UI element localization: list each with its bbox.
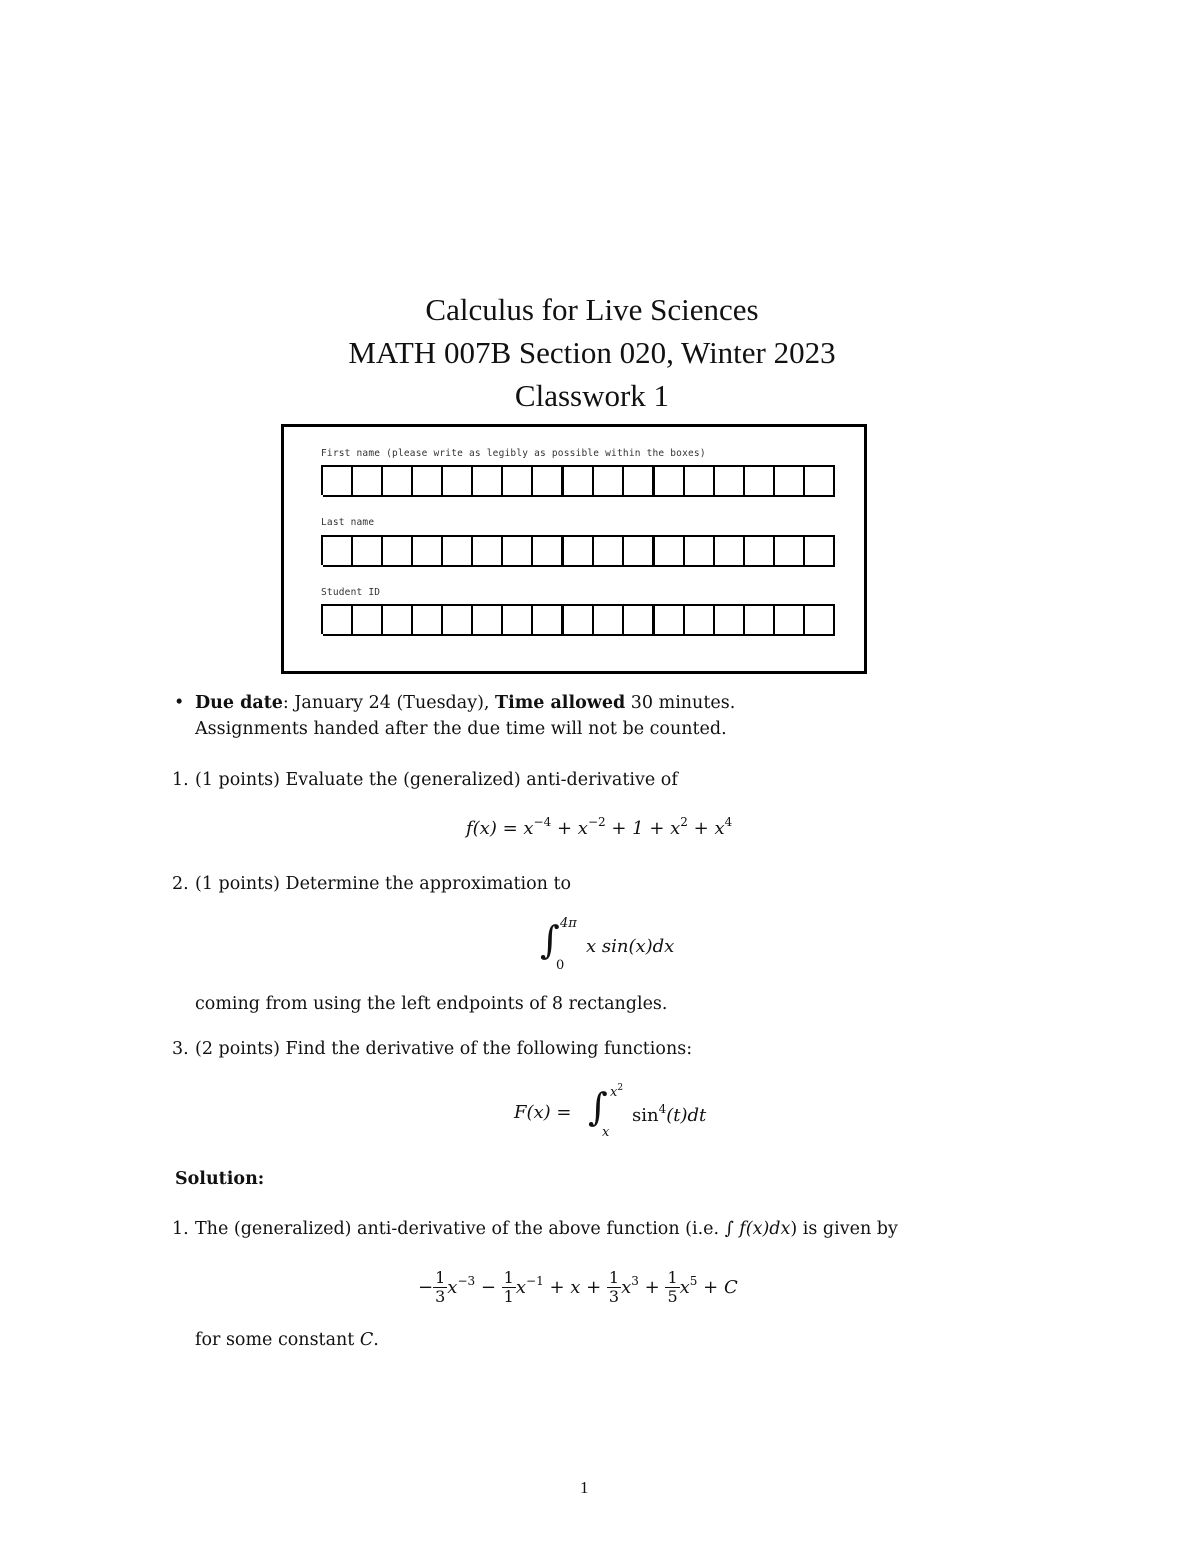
- problem-2-after-text: coming from using the left endpoints of 8 rectangles.: [195, 994, 668, 1014]
- integrand: $\sin^4(t)dt$: [632, 1102, 707, 1126]
- solution-1-number: 1.: [172, 1219, 189, 1239]
- last-name-label: Last name: [321, 517, 375, 528]
- bullet-dot: •: [174, 693, 185, 713]
- late-policy-note: Assignments handed after the due time will not be counted.: [195, 719, 727, 739]
- integral-sign: ∫: [588, 1085, 608, 1129]
- problem-1-text: (1 points) Evaluate the (generalized) anti-derivative of: [195, 770, 678, 790]
- problem-1-formula: $f(x) = x^{-4} + x^{-2} + 1 + x^2 + x^4$: [466, 815, 733, 839]
- problem-3-formula: [514, 1083, 734, 1145]
- time-allowed-label: Time allowed: [495, 693, 626, 713]
- solution-1-after-text: for some constant C.: [195, 1330, 379, 1350]
- function-lhs: F(x) =: [514, 1102, 572, 1123]
- due-date-label: Due date: [195, 693, 283, 713]
- course-line: MATH 007B Section 020, Winter 2023: [348, 335, 836, 370]
- time-allowed-text: 30 minutes.: [625, 693, 736, 713]
- document-title: Calculus for Live Sciences: [425, 292, 759, 327]
- upper-limit: $x^2$: [610, 1083, 624, 1100]
- problem-3-text: (2 points) Find the derivative of the following functions:: [195, 1039, 693, 1059]
- solution-1-result: − $\frac{1}{3}$ x −3 − $\frac{1}{1}$ x −1 + x + $\frac{1}{3}$ x 3 + $\frac{1}{5}$ x 5 + C: [418, 1267, 738, 1306]
- integral-sign: ∫: [540, 918, 560, 962]
- problem-2-number: 2.: [172, 874, 189, 894]
- problem-2-integral: [540, 916, 700, 976]
- first-name-boxes[interactable]: [321, 465, 835, 495]
- lower-limit: x: [602, 1125, 610, 1140]
- solution-1-text: The (generalized) anti-derivative of the above function (i.e. ∫ f(x)dx) is given by: [195, 1219, 898, 1239]
- problem-2-text: (1 points) Determine the approximation to: [195, 874, 572, 894]
- solution-heading: Solution:: [175, 1169, 265, 1189]
- due-date-text: : January 24 (Tuesday),: [282, 693, 496, 713]
- first-name-label: First name (please write as legibly as possible within the boxes): [321, 448, 706, 459]
- problem-3-number: 3.: [172, 1039, 189, 1059]
- due-date-line: [195, 691, 735, 715]
- assignment-title: Classwork 1: [514, 378, 670, 413]
- student-id-boxes[interactable]: [321, 604, 835, 634]
- page-number: 1: [580, 1478, 589, 1497]
- lower-limit: 0: [556, 958, 565, 973]
- problem-1-number: 1.: [172, 770, 189, 790]
- upper-limit: 4π: [560, 916, 577, 931]
- student-info-box: [281, 424, 867, 674]
- last-name-boxes[interactable]: [321, 535, 835, 565]
- integrand: x sin(x)dx: [586, 936, 675, 957]
- student-id-label: Student ID: [321, 587, 381, 598]
